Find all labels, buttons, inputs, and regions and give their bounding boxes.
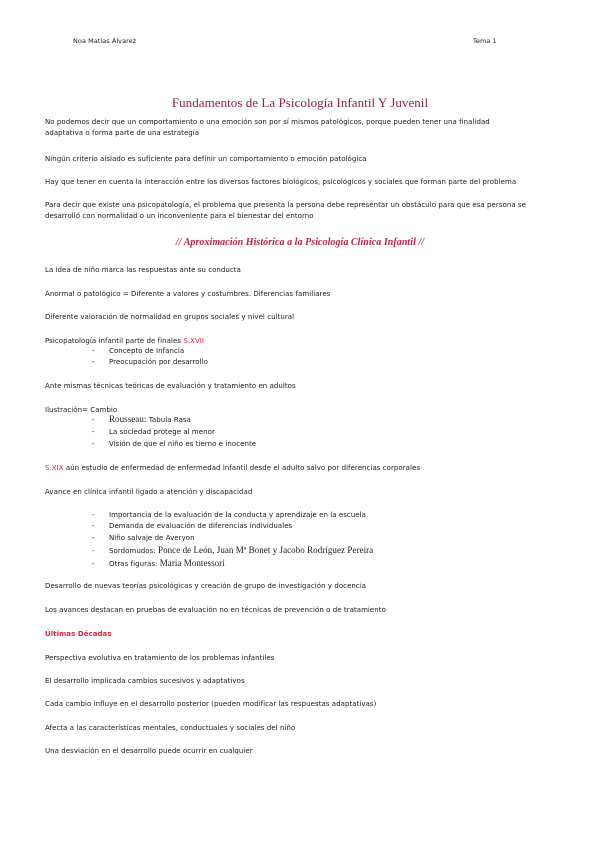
sordomudos-names: Ponce de León, Juan Mª Bonet y Jacobo Rodríguez Pereira xyxy=(158,545,374,555)
list-item: Concepto de Infancia xyxy=(109,347,185,355)
bullet-dash: - xyxy=(92,440,95,448)
recent-line: Una desviación en el desarrollo puede ocurrir en cualquier xyxy=(45,747,253,755)
bullet-dash: - xyxy=(92,416,95,424)
section-line-4 xyxy=(45,337,204,346)
bullet-dash: - xyxy=(92,522,95,530)
other-figures-names: Maria Montessori xyxy=(159,558,225,568)
list-item-other-figures xyxy=(109,559,225,569)
list-item-rousseau xyxy=(109,415,191,425)
list-item: Niño salvaje de Averyon xyxy=(109,534,195,542)
intro-paragraph-1-line-2: adaptativa o forma parte de una estrategia xyxy=(45,129,200,137)
header-author: Noa Matías Álvarez xyxy=(73,37,137,45)
other-figures-label: Otras figuras: xyxy=(109,560,160,568)
bullet-dash: - xyxy=(92,347,95,355)
section-line-10: Los avances destacan en pruebas de evaluación no en técnicas de prevención o de tratamiento xyxy=(45,606,386,614)
century-highlight-19: S.XIX xyxy=(45,464,64,472)
bullet-dash: - xyxy=(92,560,95,568)
recent-line: Cada cambio influye en el desarrollo posterior (pueden modificar las respuestas adaptativas) xyxy=(45,700,377,708)
recent-line: El desarrollo implicada cambios sucesivos y adaptativos xyxy=(45,677,245,685)
section-line-1: La idea de niño marca las respuestas ante su conducta xyxy=(45,266,241,274)
bullet-dash: - xyxy=(92,547,95,555)
sordomudos-label: Sordomudos: xyxy=(109,547,159,555)
intro-paragraph-4-line-1: Para decir que existe una psicopatología, el problema que presenta la persona debe representar un obstáculo para que esa persona se xyxy=(45,201,526,209)
page-title: Fundamentos de La Psicología Infantil Y Juvenil xyxy=(171,95,429,110)
bullet-dash: - xyxy=(92,428,95,436)
section-line-5: Ante mismas técnicas teóricas de evaluación y tratamiento en adultos xyxy=(45,382,296,390)
section-line-7-text: aún estudio de enfermedad de enfermedad infantil desde el adulto salvo por diferencias corporales xyxy=(63,464,421,472)
section-line-7 xyxy=(45,464,420,473)
list-item: Demanda de evaluación de diferencias individuales xyxy=(109,522,293,530)
rousseau-name: Rousseau: xyxy=(109,414,147,424)
section-line-8: Avance en clínica infantil ligado a atención y discapacidad xyxy=(45,488,253,496)
recent-line: Perspectiva evolutiva en tratamiento de los problemas infantiles xyxy=(45,654,275,662)
list-item: Importancia de la evaluación de la conducta y aprendizaje en la escuela xyxy=(109,511,366,519)
bullet-dash: - xyxy=(92,511,95,519)
section-line-2: Anormal o patológico = Diferente a valores y costumbres. Diferencias familiares xyxy=(45,290,331,298)
intro-paragraph-3: Hay que tener en cuenta la interacción entre los diversos factores biológicos, psicológicos y sociales que forman parte del problema xyxy=(45,178,517,186)
intro-paragraph-2: Ningún criterio aislado es suficiente para definir un comportamiento o emoción patológica xyxy=(45,155,367,163)
section-line-4-text: Psicopatología infantil parte de finales xyxy=(45,337,184,345)
list-item: Preocupación por desarrollo xyxy=(109,358,208,366)
bullet-dash: - xyxy=(92,534,95,542)
intro-paragraph-1-line-1: No podemos decir que un comportamiento o una emoción son por sí mismos patológicos, porque pueden tener una finalidad xyxy=(45,118,490,126)
bullet-dash: - xyxy=(92,358,95,366)
section-heading: // Aproximación Histórica a la Psicología Clínica Infantil // xyxy=(175,237,425,248)
section-line-3: Diferente valoración de normalidad en grupos sociales y nivel cultural xyxy=(45,313,295,321)
rousseau-text: Tabula Rasa xyxy=(146,416,191,424)
intro-paragraph-4-line-2: desarrolló con normalidad o un inconveniente para el bienestar del entorno xyxy=(45,212,314,220)
recent-decades-heading: Últimas Décadas xyxy=(45,630,112,638)
list-item-sordomudos xyxy=(109,546,373,556)
list-item: Visión de que el niño es tierno e inocente xyxy=(109,440,257,448)
header-topic: Tema 1 xyxy=(473,37,497,45)
list-item: La sociedad protege al menor xyxy=(109,428,215,436)
section-line-9: Desarrollo de nuevas teorías psicológicas y creación de grupo de investigación y docencia xyxy=(45,582,367,590)
century-highlight-17: S.XVII xyxy=(183,337,205,345)
section-line-6: Ilustración= Cambio xyxy=(45,406,118,414)
recent-line: Afecta a las características mentales, conductuales y sociales del niño xyxy=(45,724,296,732)
